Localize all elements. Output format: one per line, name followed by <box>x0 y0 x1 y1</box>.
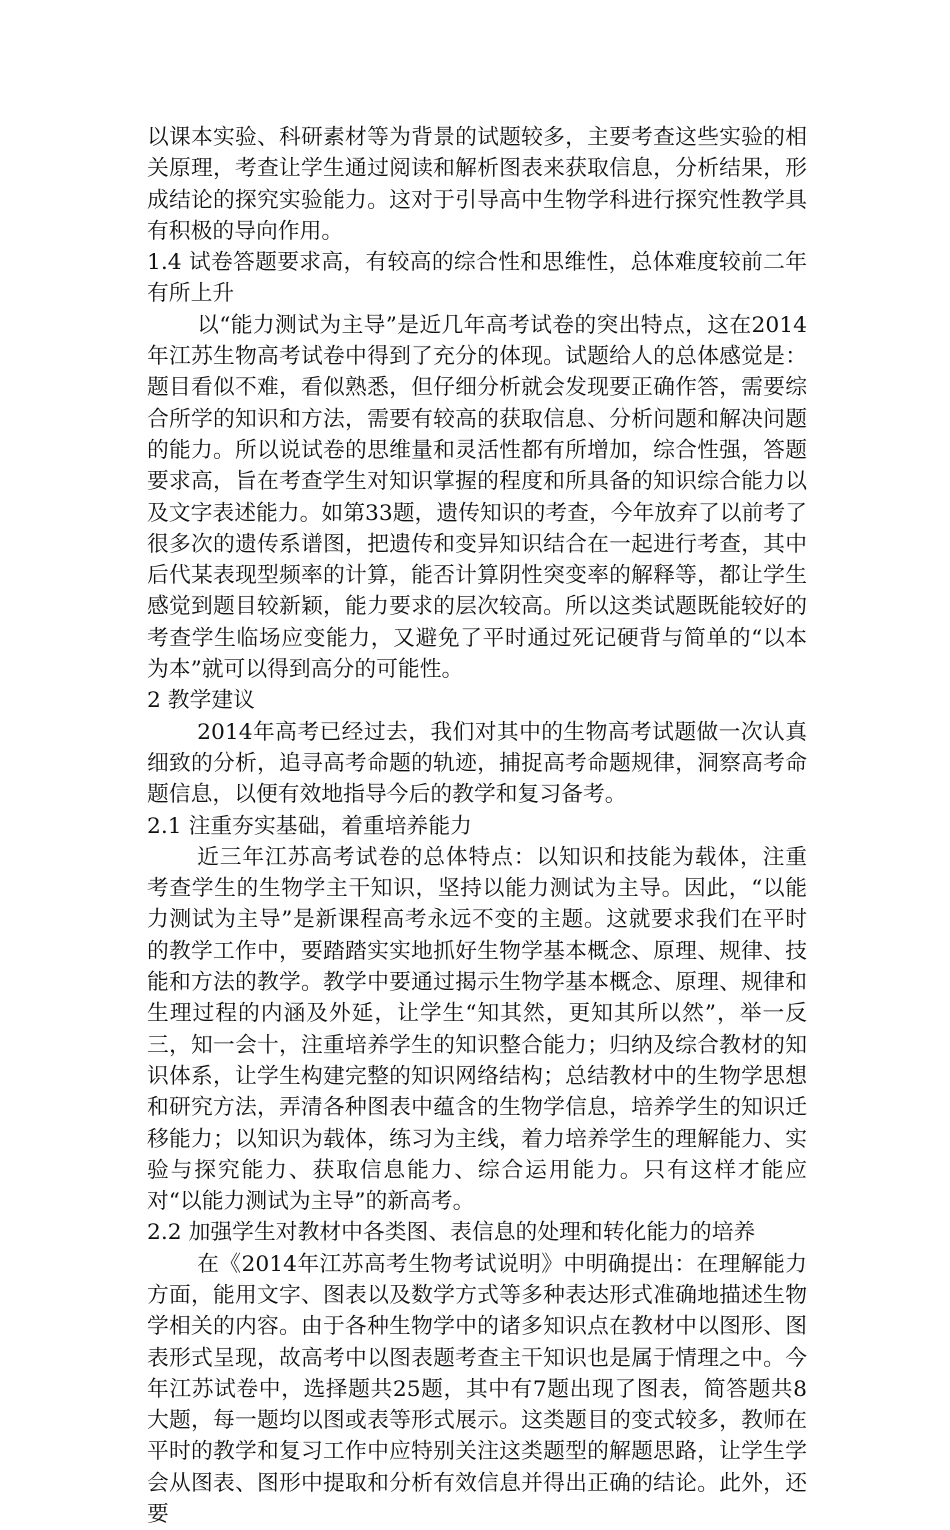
paragraph-2-body: 2014年高考已经过去，我们对其中的生物高考试题做一次认真细致的分析，追寻高考命题的轨迹，捕捉高考命题规律，洞察高考命题信息，以便有效地指导今后的教学和复习备考。 <box>147 719 807 808</box>
paragraph-2-1-body: 近三年江苏高考试卷的总体特点：以知识和技能为载体，注重考查学生的生物学主干知识，坚持以能力测试为主导。因此，“以能力测试为主导”是新课程高考永远不变的主题。这就要求我们在平时的教学工作中，要踏踏实实地抓好生物学基本概念、原理、规律、技能和方法的教学。教学中要通过揭示生物学基本概念、原理、规律和生理过程的内涵及外延，让学生“知其然，更知其所以然”，举一反三，知一会十，注重培养学生的知识整合能力；归纳及综合教材的知识体系，让学生构建完整的知识网络结构；总结教材中的生物学思想和研究方法，弄清各种图表中蕴含的生物学信息，培养学生的知识迁移能力；以知识为载体，练习为主线，着力培养学生的理解能力、实验与探究能力、获取信息能力、综合运用能力。只有这样才能应对“以能力测试为主导”的新高考。 <box>147 844 807 1215</box>
section-heading-2-2: 2.2 加强学生对教材中各类图、表信息的处理和转化能力的培养 <box>147 1220 756 1246</box>
paragraph-2-2-body: 在《2014年江苏高考生物考试说明》中明确提出：在理解能力方面，能用文字、图表以及数学方式等多种表达形式准确地描述生物学相关的内容。由于各种生物学中的诸多知识点在教材中以图形、图表形式呈现，故高考中以图表题考查主干知识也是属于情理之中。今年江苏试卷中，选择题共25题，其中有7题出现了图表，简答题共8大题，每一题均以图或表等形式展示。这类题目的变式较多，教师在平时的教学和复习工作中应特别关注这类题型的解题思路，让学生学会从图表、图形中提取和分析有效信息并得出正确的结论。此外，还要 <box>147 1251 807 1528</box>
section-heading-2-1: 2.1 注重夯实基础，着重培养能力 <box>147 813 472 839</box>
document-body <box>147 122 807 1530</box>
paragraph-1-4-body: 以“能力测试为主导”是近几年高考试卷的突出特点，这在2014年江苏生物高考试卷中得到了充分的体现。试题给人的总体感觉是：题目看似不难，看似熟悉，但仔细分析就会发现要正确作答，需要综合所学的知识和方法，需要有较高的获取信息、分析问题和解决问题的能力。所以说试卷的思维量和灵活性都有所增加，综合性强，答题要求高，旨在考查学生对知识掌握的程度和所具备的知识综合能力以及文字表述能力。如第33题，遗传知识的考查，今年放弃了以前考了很多次的遗传系谱图，把遗传和变异知识结合在一起进行考查，其中后代某表现型频率的计算，能否计算阴性突变率的解释等，都让学生感觉到题目较新颖，能力要求的层次较高。所以这类试题既能较好的考查学生临场应变能力，又避免了平时通过死记硬背与简单的“以本为本”就可以得到高分的可能性。 <box>147 312 807 683</box>
paragraph-intro-continuation: 以课本实验、科研素材等为背景的试题较多，主要考查这些实验的相关原理，考查让学生通过阅读和解析图表来获取信息，分析结果，形成结论的探究实验能力。这对于引导高中生物学科进行探究性教学具有积极的导向作用。 <box>147 125 807 244</box>
section-heading-1-4: 1.4 试卷答题要求高，有较高的综合性和思维性，总体难度较前二年有所上升 <box>147 250 807 307</box>
section-heading-2: 2 教学建议 <box>147 688 255 714</box>
